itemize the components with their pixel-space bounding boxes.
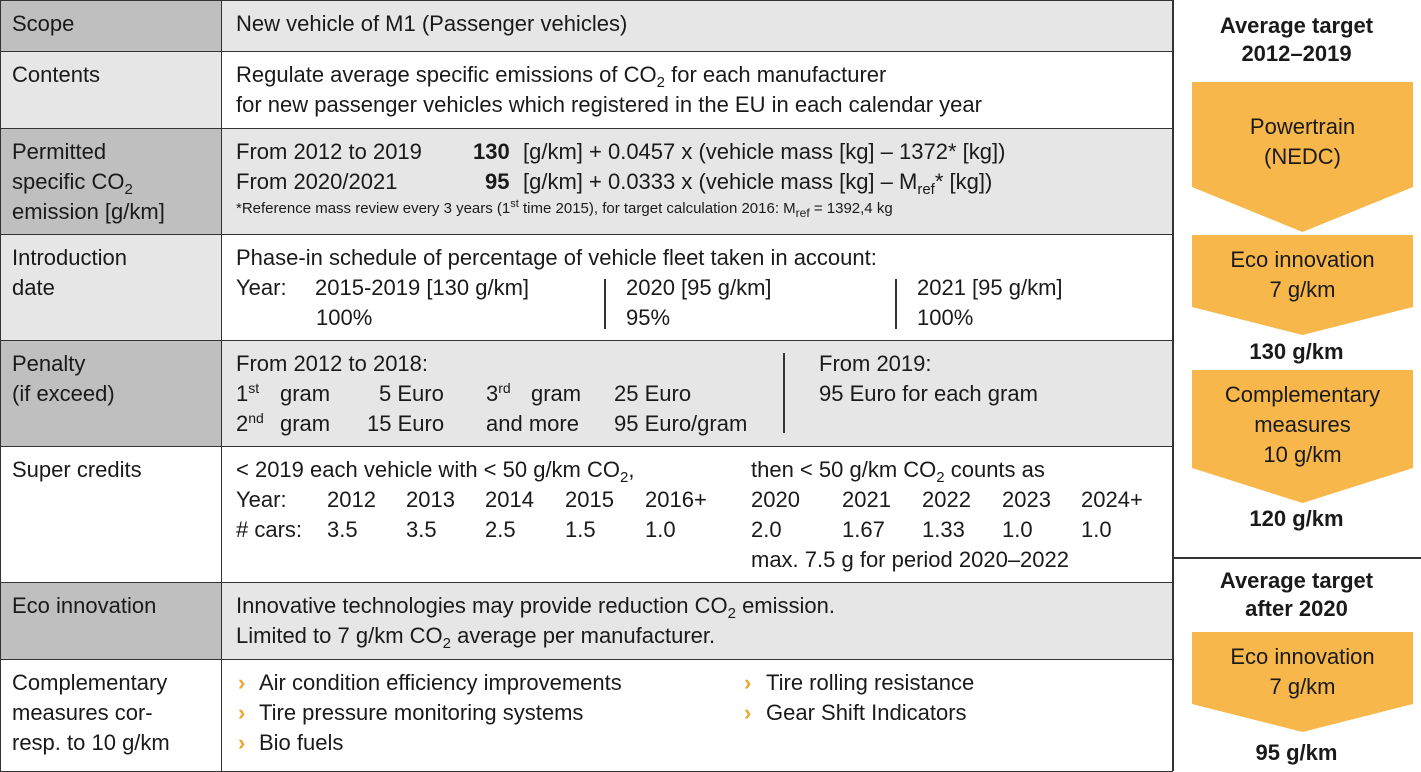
content-eco-innovation: Innovative technologies may provide reduction $CO_2$ emission. Limited to 7 g/km $CO_2$ average per manufacturer. <box>222 583 1173 660</box>
row-penalty <box>1 341 1173 447</box>
phase-divider-1 <box>604 279 606 329</box>
penalty-divider <box>783 353 785 433</box>
formula-2020: From 2020/2021 95 [g/km] + 0.0333 x (vehicle mass $[kg] - M_{ref}*$ [kg]) <box>236 169 993 198</box>
panel-border <box>1172 0 1174 771</box>
label-introduction: Introduction date <box>1 235 222 341</box>
panel-divider <box>1172 557 1421 559</box>
target-value-120: 120 g/km <box>1249 506 1344 531</box>
row-super-credits <box>1 447 1173 583</box>
super-credits-cars: # cars: 3.5 3.5 2.5 1.5 1.0 2.0 1.67 1.33 1.0 1.0 <box>236 517 1112 542</box>
row-contents <box>1 52 1173 129</box>
measure-item: Tire pressure monitoring systems <box>259 700 584 725</box>
super-credits-years: Year: 2012 2013 2014 2015 2016+ 2020 2021 2022 2023 2024+ <box>236 487 1143 512</box>
row-complementary <box>1 660 1173 772</box>
phase-divider-2 <box>895 279 897 329</box>
bullet-icon: › <box>238 700 246 725</box>
arrow-eco-innovation-2020: Eco innovation 7 g/km <box>1192 632 1413 732</box>
content-contents <box>222 52 1173 129</box>
target-heading-2012: Average target 2012–2019 <box>1219 13 1374 66</box>
content-penalty: From 2012 to 2018: From 2019: 1st gram 5 Euro 3rd gram 25 Euro 95 Euro for each gram 2nd gram 15 Euro and more 95 Euro/gram <box>222 341 1173 447</box>
arrow-complementary: Complementary measures 10 g/km <box>1192 370 1413 503</box>
row-permitted <box>1 129 1173 235</box>
measure-item: Air condition efficiency improvements <box>259 670 622 695</box>
label-penalty: Penalty (if exceed) <box>1 341 222 447</box>
contents-line-2: for new passenger vehicles which registered in the EU in each calendar year <box>236 92 982 117</box>
measure-item: Bio fuels <box>259 730 344 755</box>
target-value-95: 95 g/km <box>1255 740 1338 765</box>
target-panel <box>1172 0 1421 771</box>
row-introduction <box>1 235 1173 341</box>
contents-line-1: Regulate average specific emissions of $CO_2$ for each manufacturer <box>236 62 887 91</box>
formula-2012: From 2012 to 2019 130 [g/km] + 0.0457 x (vehicle mass [kg] – 1372* [kg]) <box>236 139 1006 164</box>
bullet-icon: › <box>238 730 246 755</box>
row-scope <box>1 1 1173 52</box>
measure-item: Gear Shift Indicators <box>766 700 967 725</box>
reference-mass-note: *Reference mass review every 3 years (1st time 2015), for target calculation 2016: $M_{ref} = 1392,4$ kg <box>236 198 893 220</box>
arrow-powertrain: Powertrain (NEDC) <box>1192 82 1413 232</box>
target-value-130: 130 g/km <box>1249 339 1344 364</box>
label-permitted: Permitted specific $CO_2$ emission [g/km] <box>1 129 222 235</box>
label-complementary: Complementary measures cor- resp. to 10 g/km <box>1 660 222 772</box>
bullet-icon: › <box>238 670 246 695</box>
bullet-icon: › <box>744 670 752 695</box>
arrow-eco-innovation-2012: Eco innovation 7 g/km <box>1192 235 1413 335</box>
row-eco-innovation <box>1 583 1173 660</box>
content-complementary <box>222 660 1173 772</box>
bullet-icon: › <box>744 700 752 725</box>
target-heading-2020: Average target after 2020 <box>1219 568 1374 621</box>
label-scope: Scope <box>1 1 222 52</box>
content-super-credits: < 2019 each vehicle with < 50 g/km $CO_2$, then < 50 g/km $CO_2$ counts as Year: 2012 2013 2014 2015 2016+ 2020 2021 2022 2023 2024+ # cars: 3.5 3.5 2.5 1.5 1.0 2.0 1.67 1.33 1.0 1.0 max. 7.5 g for period 2020–2022 <box>222 447 1173 583</box>
label-super-credits: Super credits <box>1 447 222 583</box>
content-introduction: Phase-in schedule of percentage of vehicle fleet taken in account: Year: 2015-2019 [130 g/km] 2020 [95 g/km] 2021 [95 g/km] 100% 95% 100% <box>222 235 1173 341</box>
label-contents: Contents <box>1 52 222 129</box>
content-permitted <box>222 129 1173 235</box>
measure-item: Tire rolling resistance <box>766 670 975 695</box>
content-scope: New vehicle of M1 (Passenger vehicles) <box>222 1 1173 52</box>
label-eco-innovation: Eco innovation <box>1 583 222 660</box>
